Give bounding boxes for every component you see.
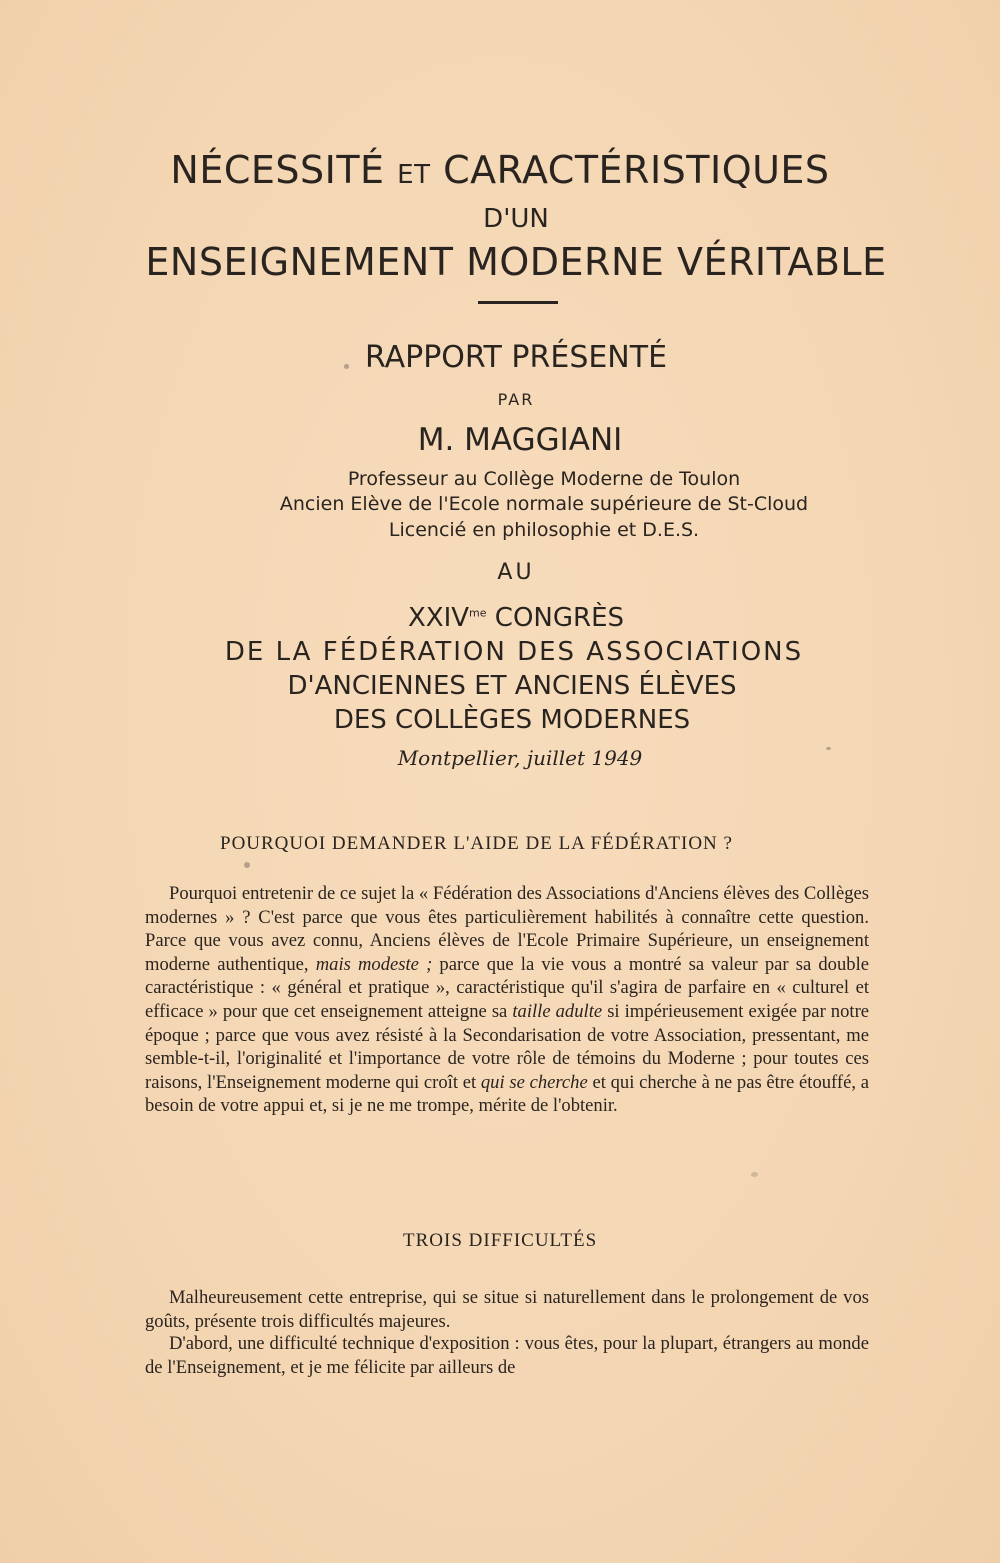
section-2-paragraph-1: Malheureusement cette entreprise, qui se situe si naturellement dans le prolongement de vos goûts, présente trois difficultés majeures. <box>145 1287 869 1332</box>
title-line-3: ENSEIGNEMENT MODERNE VÉRITABLE <box>145 240 887 284</box>
p1-emphasis-3: qui se cherche <box>480 1071 588 1093</box>
place-date: Montpellier, juillet 1949 <box>397 746 643 770</box>
title-word-necessite: NÉCESSITÉ <box>170 148 385 192</box>
congress-word: CONGRÈS <box>494 603 625 633</box>
author-affiliation-1: Professeur au Collège Moderne de Toulon <box>347 468 741 490</box>
report-at: AU <box>497 560 535 585</box>
title-divider <box>478 301 558 304</box>
p1-text-c: si impérieusement exigée par notre époque ; parce que vous avez résisté à la Secondarisation de votre Association, pressentant, me semble-t-il, l'originalité et l'importance de votre rôle de témoins du Moderne ; pour toutes ces raisons, l'Enseignement moderne qui croît et <box>145 1000 870 1093</box>
author-name: M. MAGGIANI <box>417 422 623 458</box>
congress-line-2: DE LA FÉDÉRATION DES ASSOCIATIONS <box>224 637 804 667</box>
author-affiliation-2: Ancien Elève de l'Ecole normale supérieure de St-Cloud <box>279 493 809 515</box>
paper-speck <box>344 364 349 369</box>
congress-line-3: D'ANCIENNES ET ANCIENS ÉLÈVES <box>287 671 737 701</box>
section-1-paragraph <box>145 882 869 1118</box>
section-heading-1: POURQUOI DEMANDER L'AIDE DE LA FÉDÉRATION ? <box>220 833 733 854</box>
title-word-caracteristiques: CARACTÉRISTIQUES <box>443 148 830 192</box>
p1-emphasis-2: taille adulte <box>512 1000 603 1022</box>
p1-text-a: Pourquoi entretenir de ce sujet la « Fédération des Associations d'Anciens élèves des Collèges modernes » ? C'est parce que vous êtes particulièrement habilités à connaître cette question. Parce que vous avez connu, Anciens élèves de l'Ecole Primaire Supérieure, un enseignement moderne authentique, <box>145 883 869 975</box>
congress-number: XXIV <box>407 603 470 633</box>
title-word-et: ET <box>397 160 431 190</box>
paper-speck <box>751 1172 758 1177</box>
congress-line-1 <box>16 603 1000 633</box>
p1-emphasis-1: mais modeste ; <box>315 953 433 975</box>
author-affiliation-3: Licencié en philosophie et D.E.S. <box>388 519 700 541</box>
congress-number-suffix: me <box>469 606 487 620</box>
report-label: RAPPORT PRÉSENTÉ <box>364 340 668 375</box>
report-by: PAR <box>497 390 535 409</box>
section-heading-2: TROIS DIFFICULTÉS <box>403 1230 598 1251</box>
congress-line-4: DES COLLÈGES MODERNES <box>333 705 691 735</box>
p1-text-b: parce que la vie vous a montré sa valeur par sa double caractéristique : « général et pratique », caractéristique qu'il s'agira de parfaire en « culturel et efficace » pour que cet enseignement atteigne sa <box>145 953 869 1022</box>
paper-speck <box>244 862 250 868</box>
title-line-1 <box>0 148 1000 192</box>
section-2-paragraph-2: D'abord, une difficulté technique d'exposition : vous êtes, pour la plupart, étrangers au monde de l'Enseignement, et je me félicite par ailleurs de <box>145 1333 869 1378</box>
p1-text-d: et qui cherche à ne pas être étouffé, a besoin de votre appui et, si je ne me trompe, mérite de l'obtenir. <box>145 1071 869 1117</box>
title-line-2: D'UN <box>483 204 549 234</box>
paper-speck <box>826 747 831 750</box>
